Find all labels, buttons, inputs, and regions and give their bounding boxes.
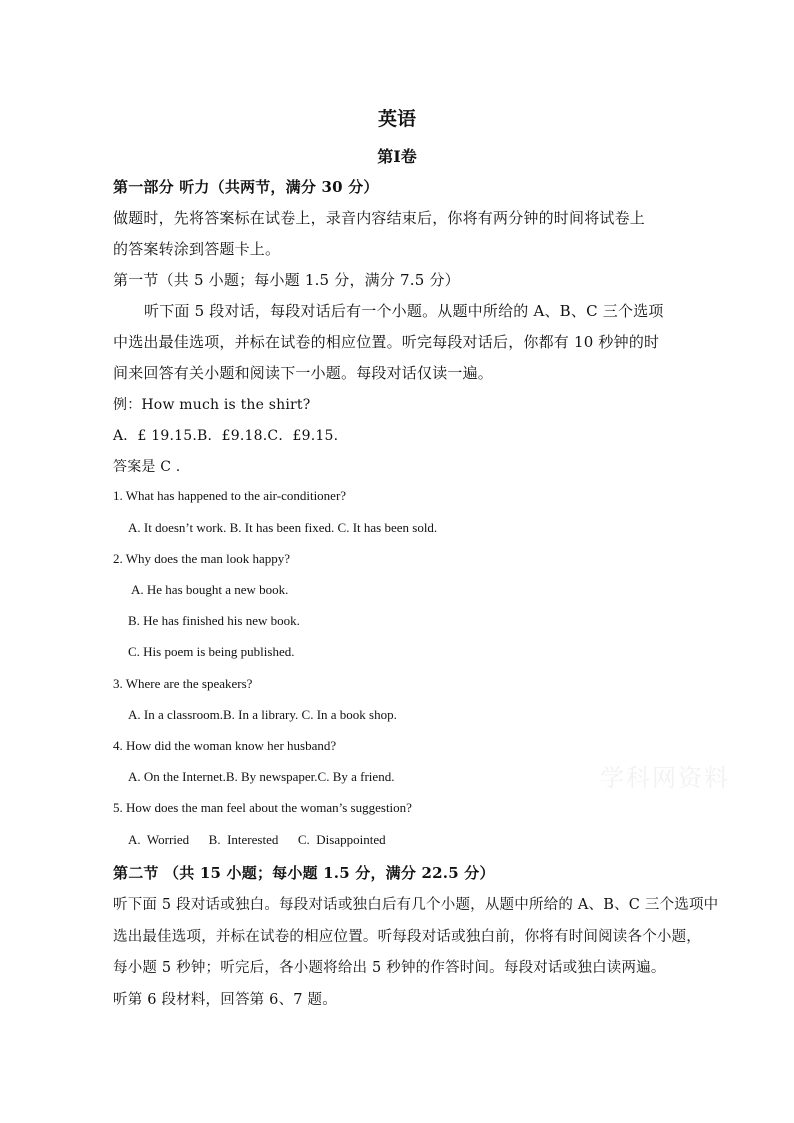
section2-heading: 第二节 （共 15 小题；每小题 1.5 分，满分 22.5 分） bbox=[113, 864, 495, 882]
question-2-option-c: C. His poem is being published. bbox=[128, 644, 295, 659]
material-6-heading: 听第 6 段材料，回答第 6、7 题。 bbox=[113, 992, 337, 1008]
question-2-option-a: A. He has bought a new book. bbox=[131, 582, 289, 597]
question-2-option-b: B. He has finished his new book. bbox=[128, 613, 300, 628]
section1-heading: 第一节（共 5 小题；每小题 1.5 分，满分 7.5 分） bbox=[113, 271, 460, 289]
question-3-options: A. In a classroom.B. In a library. C. In a book shop. bbox=[128, 707, 397, 722]
question-3: 3. Where are the speakers? bbox=[113, 676, 253, 691]
question-5: 5. How does the man feel about the woman’s suggestion? bbox=[113, 800, 412, 815]
volume-title: 第Ⅰ卷 bbox=[377, 147, 417, 166]
question-1-options: A. It doesn’t work. B. It has been fixed. C. It has been sold. bbox=[128, 520, 438, 535]
example-options: A．£ 19.15.B．£9.18.C．£9.15. bbox=[113, 428, 339, 444]
page-title: 英语 bbox=[377, 108, 416, 130]
section2-instructions-line-3: 每小题 5 秒钟；听完后，各小题将给出 5 秒钟的作答时间。每段对话或独白读两遍。 bbox=[113, 960, 666, 976]
section1-instructions-line-1: 听下面 5 段对话，每段对话后有一个小题。从题中所给的 A、B、C 三个选项 bbox=[144, 302, 664, 320]
part1-heading: 第一部分 听力（共两节，满分 30 分） bbox=[113, 178, 379, 196]
watermark: 学科网资料 bbox=[600, 764, 730, 792]
section1-instructions-line-2: 中选出最佳选项，并标在试卷的相应位置。听完每段对话后，你都有 10 秒钟的时 bbox=[113, 333, 660, 351]
section1-instructions-line-3: 间来回答有关小题和阅读下一小题。每段对话仅读一遍。 bbox=[113, 364, 494, 382]
section2-instructions-line-1: 听下面 5 段对话或独白。每段对话或独白后有几个小题，从题中所给的 A、B、C 三个选项中 bbox=[113, 897, 719, 913]
instructions-line-2: 的答案转涂到答题卡上。 bbox=[113, 240, 281, 258]
example-question: 例：How much is the shirt? bbox=[113, 397, 311, 413]
instructions-line-1: 做题时，先将答案标在试卷上，录音内容结束后，你将有两分钟的时间将试卷上 bbox=[113, 209, 646, 227]
question-5-options: A. Worried B. Interested C. Disappointed bbox=[128, 832, 386, 847]
section2-instructions-line-2: 选出最佳选项，并标在试卷的相应位置。听每段对话或独白前，你将有时间阅读各个小题， bbox=[113, 929, 701, 945]
question-4: 4. How did the woman know her husband? bbox=[113, 738, 337, 753]
question-4-options: A. On the Internet.B. By newspaper.C. By a friend. bbox=[128, 769, 395, 784]
question-2: 2. Why does the man look happy? bbox=[113, 551, 291, 566]
question-1: 1. What has happened to the air-conditioner? bbox=[113, 488, 347, 503]
example-answer: 答案是 C . bbox=[113, 459, 181, 475]
